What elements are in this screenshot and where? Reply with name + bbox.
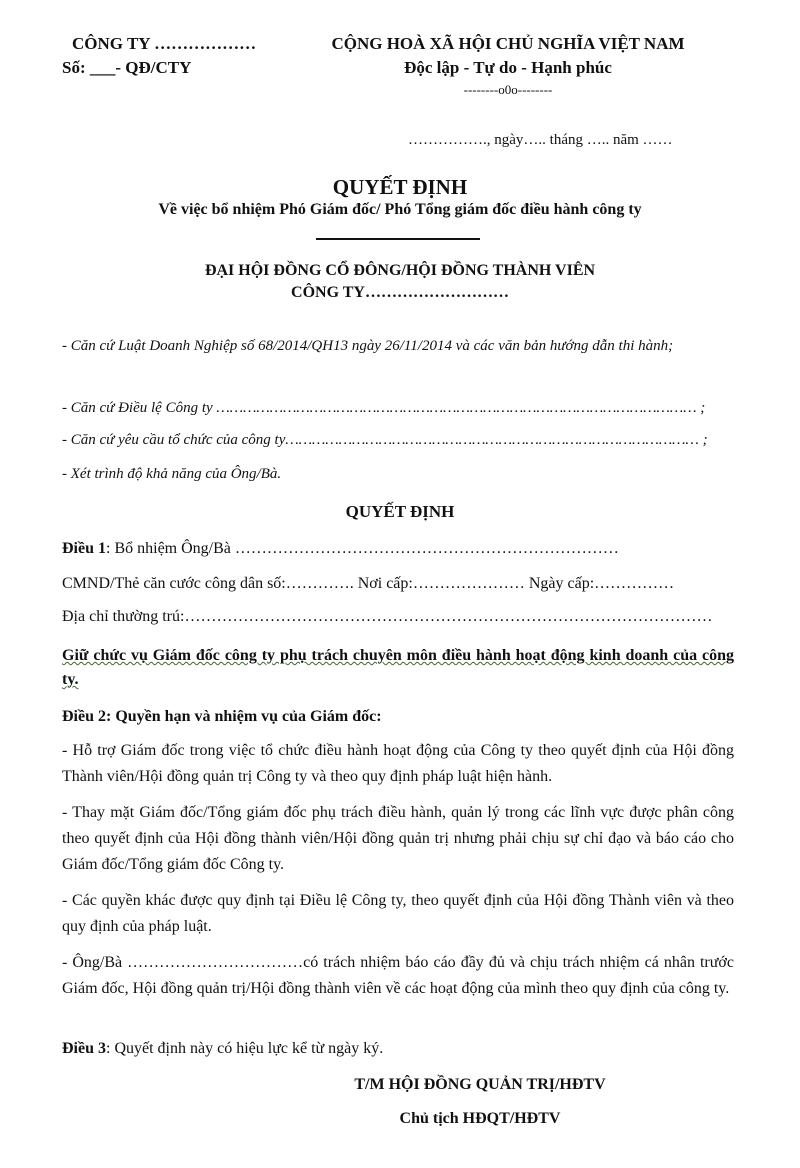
title-underline (316, 238, 480, 240)
page-subtitle: Về việc bổ nhiệm Phó Giám đốc/ Phó Tổng giám đốc điều hành công ty (158, 201, 642, 218)
article1-text: : Bổ nhiệm Ông/Bà ……………………………………………………………… (106, 540, 619, 557)
article3-text: : Quyết định này có hiệu lực kể từ ngày ký. (106, 1040, 384, 1057)
signature-role: Chủ tịch HĐQT/HĐTV (399, 1110, 561, 1127)
article3-label: Điều 3 (62, 1040, 106, 1057)
article2-item: - Thay mặt Giám đốc/Tổng giám đốc phụ trách điều hành, quản lý trong các lĩnh vực được phân công theo quyết định của Hội đồng thành viên/Hội đồng quản trị nhưng phải chịu sự chỉ đạo và báo cáo cho Giám đốc/Tổng giám đốc Công ty. (62, 804, 734, 873)
country-name: CỘNG HOÀ XÃ HỘI CHỦ NGHĨA VIỆT NAM (331, 34, 685, 53)
authority-line1: ĐẠI HỘI ĐỒNG CỔ ĐÔNG/HỘI ĐỒNG THÀNH VIÊN (204, 262, 596, 279)
national-motto: Độc lập - Tự do - Hạnh phúc (404, 58, 612, 77)
motto-divider: --------o0o-------- (463, 82, 553, 97)
preamble-item: - Căn cứ Luật Doanh Nghiệp số 68/2014/QH13 ngày 26/11/2014 và các văn bản hướng dẫn thi hành; (62, 338, 674, 354)
article2-item: - Các quyền khác được quy định tại Điều lệ Công ty, theo quyết định của Hội đồng Thành viên và theo quy định của pháp luật. (62, 892, 734, 935)
id-line: CMND/Thẻ căn cước công dân số:…………. Nơi cấp:………………… Ngày cấp:…………… (62, 575, 675, 592)
decision-heading: QUYẾT ĐỊNH (345, 502, 455, 521)
company-name: CÔNG TY ……………… (72, 34, 257, 53)
document-number: Số: ___- QĐ/CTY (62, 58, 192, 77)
article1-label: Điều 1 (62, 540, 106, 557)
preamble-item: - Căn cứ Điều lệ Công ty ……………………………………………………………………………………………… ; (62, 400, 706, 416)
article1-line (62, 540, 619, 558)
authority-line2: CÔNG TY……………………… (291, 284, 509, 301)
page-title: QUYẾT ĐỊNH (332, 175, 468, 199)
article3-line (62, 1040, 383, 1058)
article2-item: - Ông/Bà ……………………………có trách nhiệm báo cáo đầy đủ và chịu trách nhiệm cá nhân trước Giám đốc, Hội đồng quản trị/Hội đồng thành viên về các hoạt động của mình theo quy định của công ty. (62, 954, 734, 997)
date-line: ……………., ngày….. tháng ….. năm …… (408, 132, 673, 148)
signature-title: T/M HỘI ĐỒNG QUẢN TRỊ/HĐTV (354, 1076, 606, 1093)
position-statement: Giữ chức vụ Giám đốc công ty phụ trách chuyên môn điều hành hoạt động kinh doanh của công ty. (62, 647, 734, 688)
preamble-item: - Xét trình độ khả năng của Ông/Bà. (62, 466, 282, 482)
article2-item: - Hỗ trợ Giám đốc trong việc tổ chức điều hành hoạt động của Công ty theo quyết định của Hội đồng Thành viên/Hội đồng quản trị Công ty và theo quy định pháp luật hiện hành. (62, 742, 734, 785)
address-line: Địa chỉ thường trú:……………………………………………………………………………………… (62, 608, 713, 625)
article2-heading: Điều 2: Quyền hạn và nhiệm vụ của Giám đốc: (62, 708, 382, 725)
preamble-item: - Căn cứ yêu cầu tổ chức của công ty………………………………………………………………………………… ; (62, 432, 708, 448)
